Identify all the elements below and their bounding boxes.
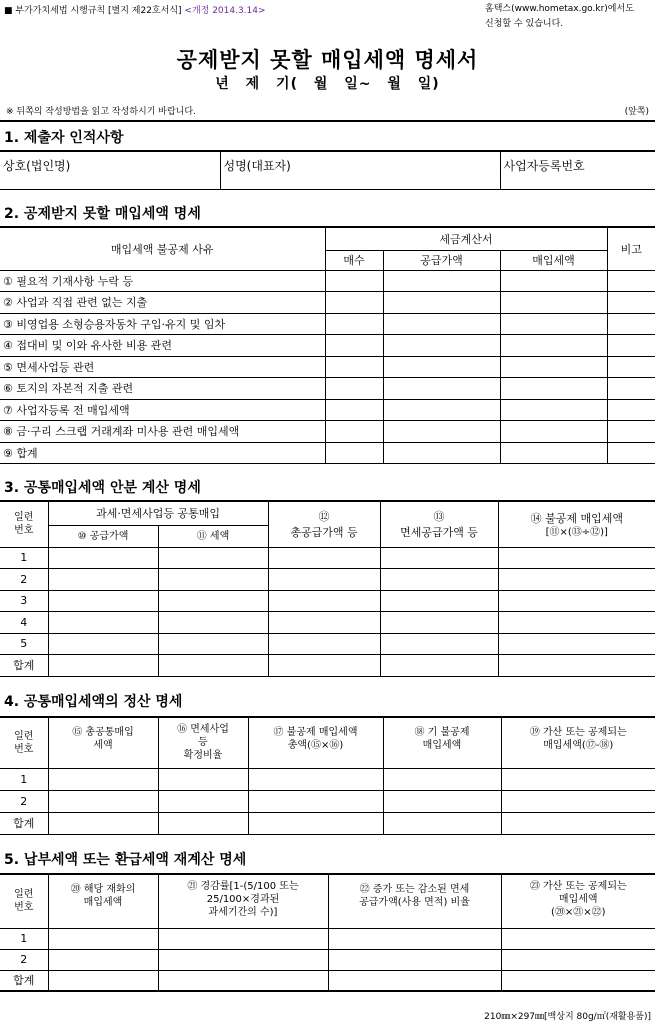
serial-no: 2: [0, 569, 48, 591]
cell[interactable]: [268, 633, 380, 655]
tax-cell[interactable]: [500, 270, 607, 292]
document-title: 공제받지 못할 매입세액 명세서: [176, 48, 479, 72]
col-17-header: ⑰ 불공제 매입세액 총액(⑮×⑯): [248, 717, 383, 768]
col-18-header: ⑱ 기 불공제 매입세액: [383, 717, 501, 768]
period-line: 년 제 기( 월 일~ 월 일): [215, 76, 440, 92]
cell[interactable]: [48, 590, 158, 612]
total-row-label: 합계: [0, 812, 48, 834]
cell[interactable]: [158, 612, 268, 634]
company-name-field[interactable]: [0, 151, 220, 189]
supply-header: 공급가액: [383, 250, 500, 270]
count-header: 매수: [325, 250, 383, 270]
cell[interactable]: [248, 790, 383, 812]
col-16-header: ⑯ 면세사업 등 확정비율: [158, 717, 248, 768]
reason-row: ⑤ 면세사업등 관련: [0, 356, 325, 378]
cell[interactable]: [501, 790, 655, 812]
supply-cell[interactable]: [383, 442, 500, 464]
reason-row: ③ 비영업용 소형승용자동차 구입·유지 및 임차: [0, 313, 325, 335]
cell[interactable]: [501, 812, 655, 834]
cell[interactable]: [498, 612, 655, 634]
supply-value-header: ⑩ 공급가액: [48, 525, 158, 547]
reason-row: ⑥ 토지의 자본적 지출 관련: [0, 378, 325, 400]
count-cell[interactable]: [325, 378, 383, 400]
hometax-line-2: 신청할 수 있습니다.: [485, 19, 564, 29]
cell[interactable]: [268, 612, 380, 634]
cell[interactable]: [48, 928, 158, 949]
cell[interactable]: [268, 547, 380, 569]
col-13-number: ⑬: [433, 510, 445, 524]
cell[interactable]: [380, 655, 498, 677]
total-row-label: ⑨ 합계: [0, 442, 325, 464]
section-2-title: 2. 공제받지 못할 매입세액 명세: [4, 206, 201, 222]
serial-no: 5: [0, 633, 48, 655]
supply-cell[interactable]: [383, 421, 500, 443]
tax-cell[interactable]: [500, 442, 607, 464]
cell[interactable]: [158, 790, 248, 812]
count-cell[interactable]: [325, 442, 383, 464]
col-20-header: ⑳ 해당 재화의 매입세액: [48, 874, 158, 928]
cell[interactable]: [158, 970, 328, 991]
remark-cell[interactable]: [607, 335, 655, 357]
count-cell[interactable]: [325, 399, 383, 421]
reason-header: 매입세액 불공제 사유: [0, 227, 325, 270]
tax-amount-header: ⑪ 세액: [158, 525, 268, 547]
serial-no: 3: [0, 590, 48, 612]
remark-cell[interactable]: [607, 399, 655, 421]
cell[interactable]: [498, 655, 655, 677]
page-side-label: (앞쪽): [624, 107, 649, 117]
count-cell[interactable]: [325, 335, 383, 357]
serial-no-header: 일련 번호: [0, 874, 48, 928]
remark-cell[interactable]: [607, 378, 655, 400]
cell[interactable]: [48, 949, 158, 970]
form-reference: [4, 3, 266, 16]
col-14-formula: [⑪×(⑬÷⑫)]: [545, 527, 608, 538]
tax-cell[interactable]: [500, 335, 607, 357]
cell[interactable]: [268, 590, 380, 612]
remark-cell[interactable]: [607, 442, 655, 464]
cell[interactable]: [48, 790, 158, 812]
representative-label: 성명(대표자): [223, 159, 291, 173]
section-3-title: 3. 공통매입세액 안분 계산 명세: [4, 480, 201, 496]
remark-cell[interactable]: [607, 270, 655, 292]
cell[interactable]: [498, 569, 655, 591]
remark-cell[interactable]: [607, 292, 655, 314]
cell[interactable]: [48, 655, 158, 677]
section-1-title: 1. 제출자 인적사항: [4, 130, 124, 146]
remark-cell[interactable]: [607, 421, 655, 443]
col-15-header: ⑮ 총공통매입 세액: [48, 717, 158, 768]
cell[interactable]: [498, 633, 655, 655]
business-number-field[interactable]: [500, 151, 655, 189]
total-supply-header: [268, 501, 380, 547]
reason-row: ① 필요적 기재사항 누락 등: [0, 270, 325, 292]
count-cell[interactable]: [325, 270, 383, 292]
cell[interactable]: [48, 633, 158, 655]
paper-spec-footer: 210㎜×297㎜[백상지 80g/㎡(재활용품)]: [484, 1012, 651, 1022]
cell[interactable]: [383, 790, 501, 812]
cell[interactable]: [380, 612, 498, 634]
serial-no: 1: [0, 547, 48, 569]
remark-cell[interactable]: [607, 313, 655, 335]
col-14-label: ⑭ 불공제 매입세액: [530, 512, 623, 525]
serial-no: 2: [0, 949, 48, 970]
cell[interactable]: [248, 812, 383, 834]
serial-no-header: 일련 번호: [0, 501, 48, 547]
hometax-line-1: 홈택스(www.hometax.go.kr)에서도: [485, 4, 634, 14]
supply-cell[interactable]: [383, 335, 500, 357]
col-12-label: 총공급가액 등: [290, 526, 358, 540]
section-4-title: 4. 공통매입세액의 정산 명세: [4, 694, 183, 710]
supply-cell[interactable]: [383, 292, 500, 314]
reason-row: ② 사업과 직접 관련 없는 지출: [0, 292, 325, 314]
cell[interactable]: [501, 768, 655, 790]
reason-row: ④ 접대비 및 이와 유사한 비용 관련: [0, 335, 325, 357]
col-19-header: ⑲ 가산 또는 공제되는 매입세액(⑰-⑱): [501, 717, 655, 768]
cell[interactable]: [158, 655, 268, 677]
total-row-label: 합계: [0, 970, 48, 991]
cell[interactable]: [158, 768, 248, 790]
form-ref-text: ■ 부가가치세법 시행규칙 [별지 제22호서식]: [4, 6, 182, 16]
cell[interactable]: [158, 949, 328, 970]
tax-cell[interactable]: [500, 356, 607, 378]
cell[interactable]: [380, 547, 498, 569]
cell[interactable]: [158, 569, 268, 591]
company-name-label: 상호(법인명): [3, 159, 71, 173]
cell[interactable]: [158, 633, 268, 655]
cell[interactable]: [380, 590, 498, 612]
business-number-label: 사업자등록번호: [503, 159, 585, 173]
col-12-number: ⑫: [318, 510, 330, 524]
supply-cell[interactable]: [383, 399, 500, 421]
common-tax-settlement-table: [0, 716, 655, 835]
col-23-header: ㉓ 가산 또는 공제되는 매입세액 (⑳×㉑×㉒): [501, 874, 655, 928]
tax-header: 매입세액: [500, 250, 607, 270]
non-deductible-tax-header: [498, 501, 655, 547]
reason-row: ⑦ 사업자등록 전 매입세액: [0, 399, 325, 421]
serial-no: 4: [0, 612, 48, 634]
total-row-label: 합계: [0, 655, 48, 677]
representative-field[interactable]: [220, 151, 500, 189]
serial-no-header: 일련 번호: [0, 717, 48, 768]
cell[interactable]: [383, 768, 501, 790]
cell[interactable]: [48, 970, 158, 991]
remark-header: 비고: [607, 227, 655, 270]
serial-no: 2: [0, 790, 48, 812]
tax-cell[interactable]: [500, 399, 607, 421]
cell[interactable]: [48, 612, 158, 634]
common-purchase-header: 과세·면세사업등 공통매입: [48, 501, 268, 525]
tax-cell[interactable]: [500, 378, 607, 400]
count-cell[interactable]: [325, 356, 383, 378]
common-tax-allocation-table: [0, 500, 655, 677]
section-5-title: 5. 납부세액 또는 환급세액 재계산 명세: [4, 852, 247, 868]
invoice-header: 세금계산서: [325, 227, 607, 250]
cell[interactable]: [380, 569, 498, 591]
submitter-info-table: [0, 150, 655, 190]
count-cell[interactable]: [325, 292, 383, 314]
cell[interactable]: [48, 812, 158, 834]
revision-note: <개정 2014.3.14>: [184, 6, 266, 16]
count-cell[interactable]: [325, 313, 383, 335]
cell[interactable]: [48, 569, 158, 591]
cell[interactable]: [268, 655, 380, 677]
cell[interactable]: [248, 768, 383, 790]
cell[interactable]: [158, 928, 328, 949]
supply-cell[interactable]: [383, 270, 500, 292]
col-13-label: 면세공급가액 등: [400, 526, 478, 540]
reason-row: ⑧ 금·구리 스크랩 거래계좌 미사용 관련 매입세액: [0, 421, 325, 443]
col-22-header: ㉒ 증가 또는 감소된 면세 공급가액(사용 면적) 비율: [328, 874, 501, 928]
cell[interactable]: [501, 970, 655, 991]
serial-no: 1: [0, 768, 48, 790]
cell[interactable]: [380, 633, 498, 655]
cell[interactable]: [328, 970, 501, 991]
supply-cell[interactable]: [383, 313, 500, 335]
cell[interactable]: [158, 547, 268, 569]
hometax-note: [485, 2, 653, 32]
serial-no: 1: [0, 928, 48, 949]
cell[interactable]: [501, 928, 655, 949]
count-cell[interactable]: [325, 421, 383, 443]
non-deductible-table: [0, 226, 655, 464]
remark-cell[interactable]: [607, 356, 655, 378]
section-1-top-rule: [0, 120, 655, 122]
tax-recalculation-table: [0, 873, 655, 992]
col-21-header: ㉑ 경감률[1-(5/100 또는 25/100×경과된 과세기간의 수)]: [158, 874, 328, 928]
cell[interactable]: [158, 590, 268, 612]
supply-cell[interactable]: [383, 378, 500, 400]
tax-cell[interactable]: [500, 421, 607, 443]
cell[interactable]: [48, 547, 158, 569]
cell[interactable]: [158, 812, 248, 834]
tax-cell[interactable]: [500, 313, 607, 335]
instruction-note: ※ 뒤쪽의 작성방법을 읽고 작성하시기 바랍니다.: [6, 107, 196, 117]
cell[interactable]: [328, 928, 501, 949]
cell[interactable]: [383, 812, 501, 834]
supply-cell[interactable]: [383, 356, 500, 378]
cell[interactable]: [268, 569, 380, 591]
cell[interactable]: [501, 949, 655, 970]
tax-cell[interactable]: [500, 292, 607, 314]
cell[interactable]: [498, 590, 655, 612]
cell[interactable]: [48, 768, 158, 790]
cell[interactable]: [328, 949, 501, 970]
exempt-supply-header: [380, 501, 498, 547]
cell[interactable]: [498, 547, 655, 569]
